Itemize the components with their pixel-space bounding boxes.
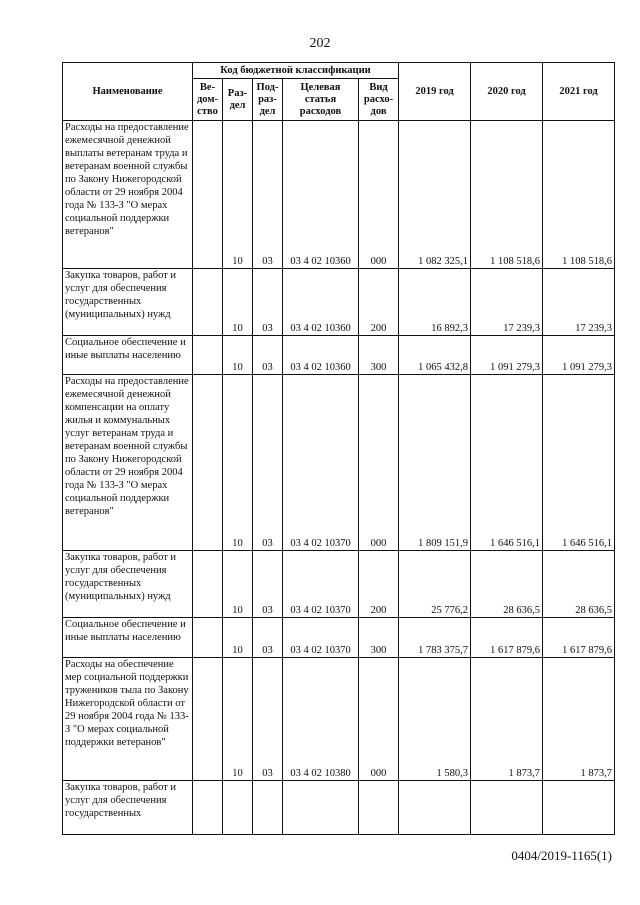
row-podrazdel (253, 781, 283, 835)
page-number: 202 (309, 36, 331, 51)
row-amount-2019: 1 065 432,8 (399, 336, 471, 375)
row-amount-2021: 1 873,7 (543, 658, 615, 781)
row-target-article: 03 4 02 10360 (283, 121, 359, 269)
table-row (63, 658, 615, 781)
row-vedomstvo (193, 375, 223, 551)
row-amount-2021: 1 646 516,1 (543, 375, 615, 551)
row-amount-2019: 25 776,2 (399, 551, 471, 618)
row-expense-type: 000 (359, 375, 399, 551)
row-expense-type: 300 (359, 618, 399, 658)
header-vedomstvo: Ве- дом- ство (193, 79, 223, 121)
row-razdel: 10 (223, 618, 253, 658)
row-vedomstvo (193, 336, 223, 375)
budget-table (62, 62, 615, 835)
row-amount-2020: 1 873,7 (471, 658, 543, 781)
row-razdel: 10 (223, 658, 253, 781)
table-row (63, 781, 615, 835)
row-target-article: 03 4 02 10370 (283, 551, 359, 618)
row-amount-2020 (471, 781, 543, 835)
row-podrazdel: 03 (253, 336, 283, 375)
row-podrazdel: 03 (253, 375, 283, 551)
row-amount-2019: 1 809 151,9 (399, 375, 471, 551)
row-razdel: 10 (223, 269, 253, 336)
row-vedomstvo (193, 269, 223, 336)
header-target-article: Целевая статья расходов (283, 79, 359, 121)
row-razdel (223, 781, 253, 835)
row-vedomstvo (193, 121, 223, 269)
row-amount-2021 (543, 781, 615, 835)
row-vedomstvo (193, 551, 223, 618)
row-name: Расходы на обеспечение мер социальной поддержки тружеников тыла по Закону Нижегородской области от 29 ноября 2004 года № 133-З "О мерах социальной поддержки ветеранов" (63, 658, 193, 781)
table-row (63, 375, 615, 551)
row-razdel: 10 (223, 375, 253, 551)
row-amount-2019: 1 783 375,7 (399, 618, 471, 658)
row-razdel: 10 (223, 121, 253, 269)
row-expense-type: 300 (359, 336, 399, 375)
row-name: Социальное обеспечение и иные выплаты населению (63, 336, 193, 375)
row-podrazdel: 03 (253, 551, 283, 618)
row-name: Расходы на предоставление ежемесячной денежной выплаты ветеранам труда и ветеранам военной службы по Закону Нижегородской области от 29 ноября 2004 года № 133-З "О мерах социальной поддержки ветеранов" (63, 121, 193, 269)
header-2021: 2021 год (543, 63, 615, 121)
row-amount-2020: 1 091 279,3 (471, 336, 543, 375)
row-podrazdel: 03 (253, 658, 283, 781)
row-expense-type: 000 (359, 658, 399, 781)
table-row (63, 336, 615, 375)
row-amount-2019: 16 892,3 (399, 269, 471, 336)
row-amount-2020: 1 617 879,6 (471, 618, 543, 658)
row-target-article (283, 781, 359, 835)
table-row (63, 121, 615, 269)
header-podrazdel: Под- раз- дел (253, 79, 283, 121)
row-name: Закупка товаров, работ и услуг для обеспечения государственных (63, 781, 193, 835)
row-amount-2021: 17 239,3 (543, 269, 615, 336)
header-razdel: Раз- дел (223, 79, 253, 121)
row-expense-type (359, 781, 399, 835)
table-row (63, 618, 615, 658)
header-name: Наименование (63, 63, 193, 121)
row-amount-2021: 28 636,5 (543, 551, 615, 618)
row-target-article: 03 4 02 10370 (283, 618, 359, 658)
row-amount-2019: 1 580,3 (399, 658, 471, 781)
row-amount-2021: 1 108 518,6 (543, 121, 615, 269)
row-name: Расходы на предоставление ежемесячной денежной компенсации на оплату жилья и коммунальных услуг ветеранам труда и ветеранам военной службы по Закону Нижегородской области от 29 ноября 2004 года № 133-З "О мерах социальной поддержки ветеранов" (63, 375, 193, 551)
row-podrazdel: 03 (253, 269, 283, 336)
header-code-group: Код бюджетной классификации (193, 63, 399, 79)
row-target-article: 03 4 02 10380 (283, 658, 359, 781)
row-expense-type: 200 (359, 269, 399, 336)
row-name: Социальное обеспечение и иные выплаты населению (63, 618, 193, 658)
row-vedomstvo (193, 618, 223, 658)
row-podrazdel: 03 (253, 121, 283, 269)
row-razdel: 10 (223, 551, 253, 618)
table-row (63, 551, 615, 618)
row-amount-2019 (399, 781, 471, 835)
table-header (63, 63, 615, 121)
row-razdel: 10 (223, 336, 253, 375)
row-target-article: 03 4 02 10370 (283, 375, 359, 551)
table-row (63, 269, 615, 336)
row-vedomstvo (193, 658, 223, 781)
header-2019: 2019 год (399, 63, 471, 121)
row-amount-2019: 1 082 325,1 (399, 121, 471, 269)
row-target-article: 03 4 02 10360 (283, 336, 359, 375)
table-body (63, 121, 615, 835)
row-amount-2021: 1 617 879,6 (543, 618, 615, 658)
header-2020: 2020 год (471, 63, 543, 121)
row-amount-2020: 28 636,5 (471, 551, 543, 618)
row-name: Закупка товаров, работ и услуг для обеспечения государственных (муниципальных) нужд (63, 551, 193, 618)
row-vedomstvo (193, 781, 223, 835)
row-expense-type: 000 (359, 121, 399, 269)
row-name: Закупка товаров, работ и услуг для обеспечения государственных (муниципальных) нужд (63, 269, 193, 336)
row-amount-2020: 1 108 518,6 (471, 121, 543, 269)
row-amount-2021: 1 091 279,3 (543, 336, 615, 375)
row-amount-2020: 1 646 516,1 (471, 375, 543, 551)
row-target-article: 03 4 02 10360 (283, 269, 359, 336)
row-expense-type: 200 (359, 551, 399, 618)
header-expense-type: Вид расхо- дов (359, 79, 399, 121)
document-code: 0404/2019-1165(1) (511, 848, 612, 863)
row-podrazdel: 03 (253, 618, 283, 658)
row-amount-2020: 17 239,3 (471, 269, 543, 336)
